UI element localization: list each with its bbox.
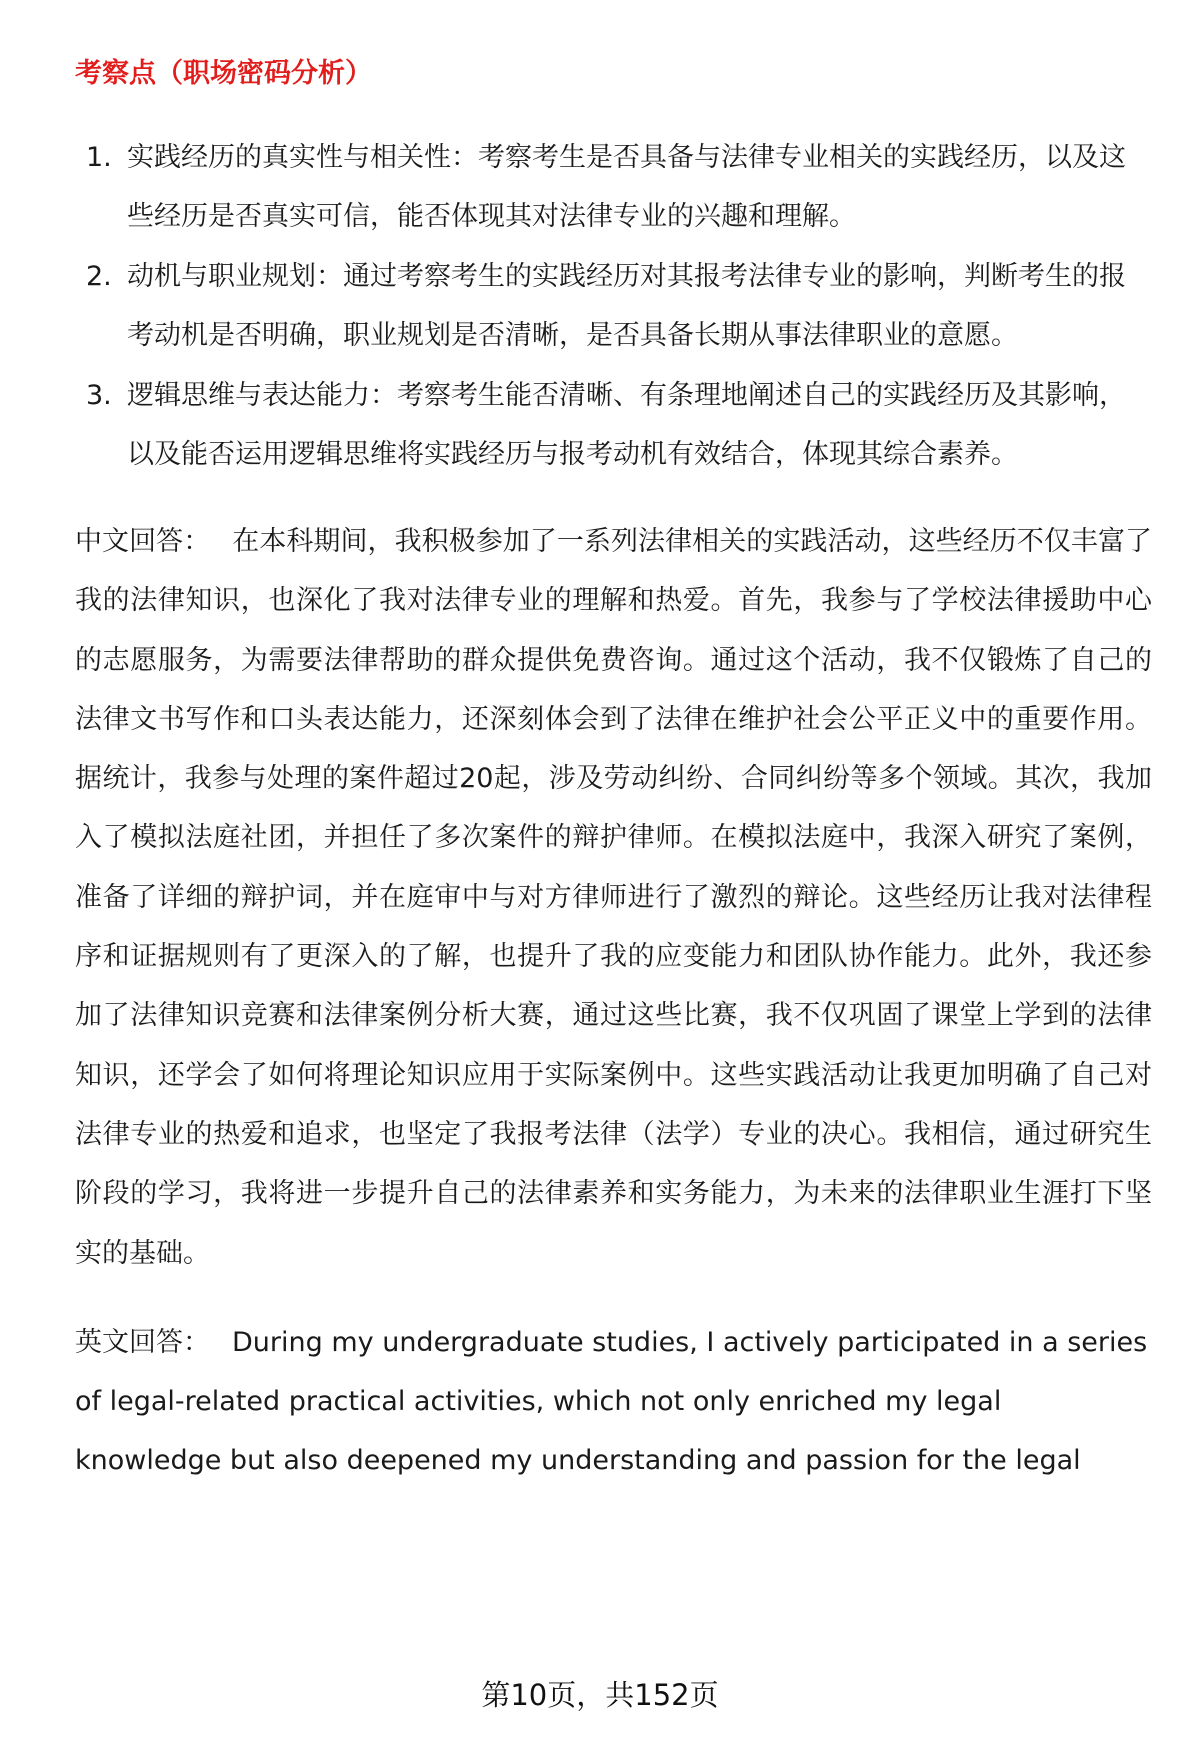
list-item-text: 实践经历的真实性与相关性：考察考生是否具备与法律专业相关的实践经历，以及这些经历是否真实可信，能否体现其对法律专业的兴趣和理解。 [127,142,1126,232]
chinese-answer-text: 在本科期间，我积极参加了一系列法律相关的实践活动，这些经历不仅丰富了我的法律知识，也深化了我对法律专业的理解和热爱。首先，我参与了学校法律援助中心的志愿服务，为需要法律帮助的群众提供免费咨询。通过这个活动，我不仅锻炼了自己的法律文书写作和口头表达能力，还深刻体会到了法律在维护社会公平正义中的重要作用。据统计，我参与处理的案件超过20起，涉及劳动纠纷、合同纠纷等多个领域。其次，我加入了模拟法庭社团，并担任了多次案件的辩护律师。在模拟法庭中，我深入研究了案例，准备了详细的辩护词，并在庭审中与对方律师进行了激烈的辩论。这些经历让我对法律程序和证据规则有了更深入的了解，也提升了我的应变能力和团队协作能力。此外，我还参加了法律知识竞赛和法律案例分析大赛，通过这些比赛，我不仅巩固了课堂上学到的法律知识，还学会了如何将理论知识应用于实际案例中。这些实践活动让我更加明确了自己对法律专业的热爱和追求，也坚定了我报考法律（法学）专业的决心。我相信，通过研究生阶段的学习，我将进一步提升自己的法律素养和实务能力，为未来的法律职业生涯打下坚实的基础。 [75,526,1153,1269]
exam-points-list [75,128,1152,484]
english-answer-label: 英文回答： [75,1326,210,1358]
list-item [75,247,1152,365]
english-answer [75,1313,1152,1491]
page-number-footer: 第10页，共152页 [481,1678,719,1712]
chinese-answer-label: 中文回答： [75,526,211,557]
list-item-text: 动机与职业规划：通过考察考生的实践经历对其报考法律专业的影响，判断考生的报考动机是否明确，职业规划是否清晰，是否具备长期从事法律职业的意愿。 [127,261,1126,351]
list-item [75,128,1152,246]
english-answer-text: During my undergraduate studies, I actively participated in a series of legal-related practical activities, which not only enriched my legal knowledge but also deepened my understanding and passion for the legal [75,1326,1148,1477]
list-item-number: 3. [86,380,112,411]
list-item-number: 1. [86,142,112,173]
list-item-number: 2. [86,261,112,292]
list-item-text: 逻辑思维与表达能力：考察考生能否清晰、有条理地阐述自己的实践经历及其影响，以及能否运用逻辑思维将实践经历与报考动机有效结合，体现其综合素养。 [127,380,1126,470]
chinese-answer [75,512,1152,1283]
list-item [75,366,1152,484]
section-title: 考察点（职场密码分析） [75,58,372,89]
